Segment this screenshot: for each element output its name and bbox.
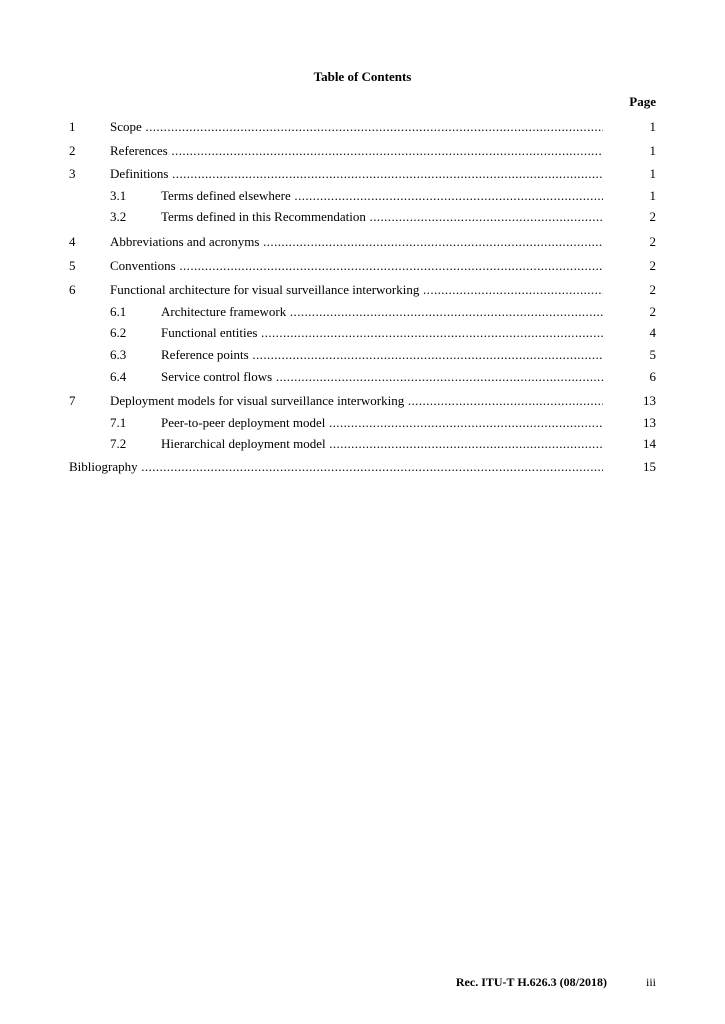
toc-entry-title: Architecture framework ..... [161,304,603,320]
toc-entry[interactable] [0,119,725,135]
toc-entry-number: 6.2 [110,325,127,340]
toc-entry[interactable] [0,393,725,409]
toc-entry-title: Conventions ..... [110,258,603,274]
toc-entry-title: Peer-to-peer deployment model ..... [161,415,603,431]
toc-entry-number: 2 [69,143,76,158]
toc-entry-number: 3.2 [110,209,127,224]
toc-subentry[interactable] [0,436,725,452]
toc-entry-number: 7.1 [110,415,127,430]
page-footer [456,975,656,990]
toc-entry-page: 4 [649,325,656,340]
toc-entry-title: Reference points ..... [161,347,603,363]
toc-entry-title: Functional entities ..... [161,325,603,341]
toc-entry-title: Functional architecture for visual surveillance interworking ..... [110,282,603,298]
toc-entry-page: 2 [649,234,656,249]
page-number: iii [645,975,656,989]
toc-entry-number: 3.1 [110,188,127,203]
toc-subentry[interactable] [0,304,725,320]
toc-entry-number: 7.2 [110,436,127,451]
toc-entry-page: 1 [649,166,656,181]
toc-entry-page: 14 [643,436,656,451]
toc-entry-title: Service control flows ..... [161,369,603,385]
toc-entry-number: 6.1 [110,304,127,319]
toc-subentry[interactable] [0,188,725,204]
toc-entry-title: Terms defined elsewhere ..... [161,188,603,204]
toc-entry-number: 6 [69,282,76,297]
toc-entry-page: 15 [643,459,656,474]
toc-entry-page: 2 [649,304,656,319]
toc-entry[interactable] [0,143,725,159]
toc-entry-number: 6.3 [110,347,127,362]
toc-entry-page: 13 [643,393,656,408]
toc-title: Table of Contents [313,69,412,84]
toc-entry[interactable] [0,166,725,182]
toc-entry-page: 13 [643,415,656,430]
toc-subentry[interactable] [0,347,725,363]
page-column-heading: Page [629,94,656,109]
toc-entry-page: 1 [649,119,656,134]
toc-entry-number: 7 [69,393,76,408]
toc-entry-number: 5 [69,258,76,273]
toc-entry-title: Scope ..... [110,119,603,135]
toc-entry-title: Definitions ..... [110,166,603,182]
toc-subentry[interactable] [0,415,725,431]
toc-entry-number: 3 [69,166,76,181]
toc-entry-page: 2 [649,209,656,224]
toc-entry-number: 1 [69,119,76,134]
toc-entry-title: Hierarchical deployment model ..... [161,436,603,452]
toc-entry-page: 5 [649,347,656,362]
toc-entry-title: Terms defined in this Recommendation ..... [161,209,603,225]
toc-entry-title: Abbreviations and acronyms ..... [110,234,603,250]
toc-subentry[interactable] [0,325,725,341]
toc-entry-page: 2 [649,282,656,297]
toc-entry[interactable] [0,282,725,298]
toc-entry-page: 1 [649,143,656,158]
toc-entry[interactable] [0,234,725,250]
toc-entry-page: 2 [649,258,656,273]
toc-entry-title: Bibliography ..... [69,459,603,475]
recommendation-reference: Rec. ITU-T H.626.3 (08/2018) [455,975,607,989]
toc-entry-number: 6.4 [110,369,127,384]
toc-entry[interactable] [0,258,725,274]
toc-entry-title: References ..... [110,143,603,159]
toc-subentry[interactable] [0,209,725,225]
toc-subentry[interactable] [0,369,725,385]
toc-entry-bibliography[interactable] [0,459,725,475]
toc-entry-page: 1 [649,188,656,203]
toc-entry-title: Deployment models for visual surveillance interworking ..... [110,393,603,409]
toc-entry-page: 6 [649,369,656,384]
toc-entry-number: 4 [69,234,76,249]
